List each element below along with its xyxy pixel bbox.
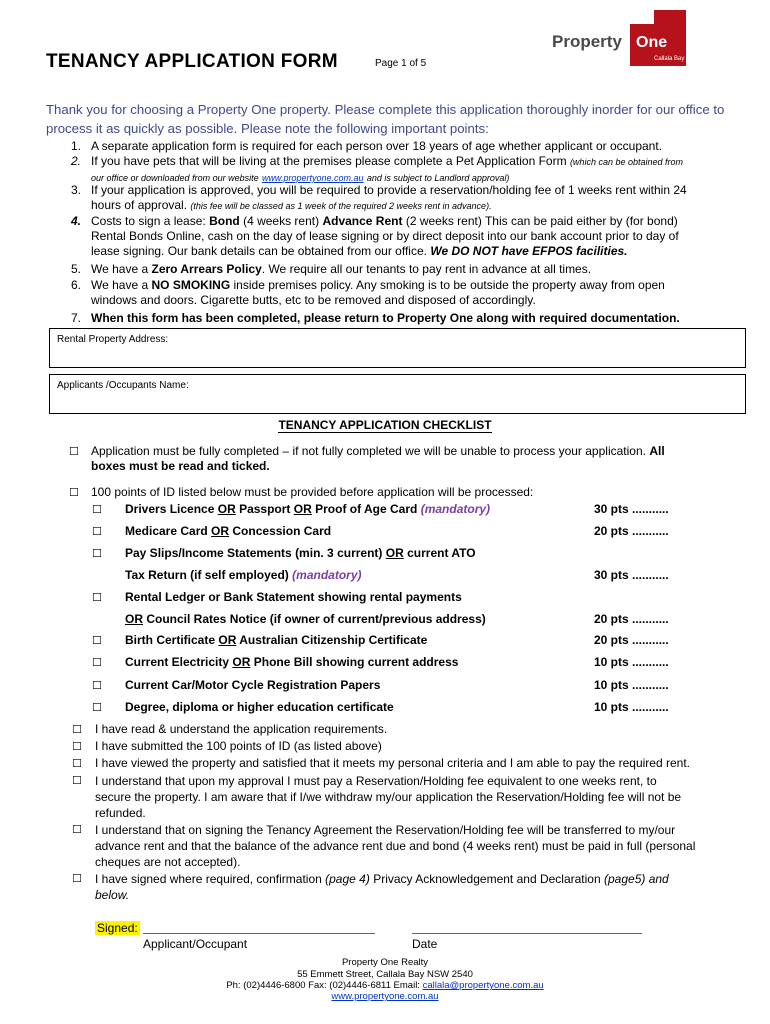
- footer-contact: Ph: (02)4446-6800 Fax: (02)4446-6811 Email: callala@propertyone.com.au: [226, 980, 544, 991]
- points-value: 10 pts ...........: [594, 655, 669, 669]
- checkbox[interactable]: ☐: [69, 487, 79, 499]
- page-number: Page 1 of 5: [375, 58, 427, 69]
- checkbox[interactable]: ☐: [69, 446, 79, 458]
- declaration-viewed: I have viewed the property and satisfied that it meets my personal criteria and I am able to pay the required rent.: [95, 756, 690, 770]
- declaration-advance-rent: I understand that on signing the Tenancy Agreement the Reservation/Holding fee will be transferred to my/our advance rent and that the balance of the advance rent due and bond (4 weeks rent) must be paid in full (personal cheques are not accepted).: [95, 823, 696, 869]
- website-link[interactable]: www.propertyone.com.au: [331, 991, 439, 1002]
- point-text: If you have pets that will be living at the premises please complete a Pet Application Form: [91, 154, 567, 168]
- applicant-label: Applicant/Occupant: [143, 937, 248, 951]
- footer-web: [0, 991, 770, 1002]
- id-row-rental-ledger: Rental Ledger or Bank Statement showing rental payments: [125, 590, 462, 604]
- point-text: We have a: [91, 278, 149, 292]
- checkbox[interactable]: ☐: [92, 526, 102, 538]
- checkbox[interactable]: ☐: [92, 504, 102, 516]
- point-note: (this fee will be classed as 1 week of the required 2 weeks rent in advance).: [190, 201, 492, 211]
- point-number: 7.: [70, 311, 81, 325]
- id-row-payslips: Pay Slips/Income Statements (min. 3 current) OR current ATO: [125, 546, 476, 560]
- id-row-birth-certificate: Birth Certificate OR Australian Citizenship Certificate: [125, 633, 428, 647]
- checklist-item-100-points: 100 points of ID listed below must be provided before application will be processed:: [91, 485, 534, 499]
- checkbox[interactable]: ☐: [72, 724, 82, 736]
- signed-label: Signed:: [97, 921, 138, 935]
- point-number: 4.: [70, 214, 81, 228]
- point-number: 5.: [70, 262, 81, 276]
- point-number: 2.: [70, 154, 81, 168]
- rental-address-field[interactable]: [49, 328, 746, 368]
- footer-address: 55 Emmett Street, Callala Bay NSW 2540: [297, 969, 473, 980]
- date-line[interactable]: [412, 933, 642, 934]
- efpos-notice: We DO NOT have EFPOS facilities.: [430, 244, 628, 258]
- point-number: 6.: [70, 278, 81, 292]
- point-text: windows and doors. Cigarette butts, etc to be removed and disposed of accordingly.: [91, 293, 536, 307]
- logo-badge-cut: [630, 10, 654, 24]
- id-row-tax-return: Tax Return (if self employed) (mandatory): [125, 568, 362, 582]
- checklist-title: TENANCY APPLICATION CHECKLIST: [278, 418, 492, 432]
- point-text: A separate application form is required for each person over 18 years of age whether applicant or occupant.: [91, 139, 663, 153]
- point-text: Costs to sign a lease:: [91, 214, 206, 228]
- point-text: (4 weeks rent): [243, 214, 320, 228]
- checkbox[interactable]: ☐: [72, 741, 82, 753]
- checkbox[interactable]: ☐: [92, 702, 102, 714]
- declaration-id-submitted: I have submitted the 100 points of ID (as listed above): [95, 739, 382, 753]
- point-number: 1.: [70, 139, 81, 153]
- points-value: 30 pts ...........: [594, 568, 669, 582]
- email-link[interactable]: callala@propertyone.com.au: [422, 980, 544, 991]
- rental-address-label: Rental Property Address:: [57, 334, 169, 345]
- logo-subtext: Callala Bay: [654, 56, 685, 62]
- advance-rent-label: Advance Rent: [322, 214, 403, 228]
- id-row-registration: Current Car/Motor Cycle Registration Papers: [125, 678, 381, 692]
- property-one-logo: [542, 10, 688, 68]
- points-value: 10 pts ...........: [594, 700, 669, 714]
- logo-wordmark: Property: [552, 32, 622, 51]
- points-value: 20 pts ...........: [594, 524, 669, 538]
- intro-text: Thank you for choosing a Property One property. Please complete this application thoroughly inorder for our office to process it as quickly as possible. Please note the following important points:: [46, 102, 725, 136]
- points-value: 10 pts ...........: [594, 678, 669, 692]
- id-row-medicare: Medicare Card OR Concession Card: [125, 524, 332, 538]
- point-note: and is subject to Landlord approval): [366, 173, 510, 183]
- point-text: If your application is approved, you will be required to provide a reservation/holding fee of 1 weeks rent within 24: [91, 183, 687, 197]
- footer-company: Property One Realty: [341, 957, 429, 968]
- date-label: Date: [412, 937, 438, 951]
- no-smoking-label: NO SMOKING: [151, 278, 231, 292]
- point-text: . We require all our tenants to pay rent in advance at all times.: [261, 262, 592, 276]
- id-row-licence: Drivers Licence OR Passport OR Proof of Age Card (mandatory): [125, 502, 491, 516]
- id-row-electricity: Current Electricity OR Phone Bill showing current address: [125, 655, 459, 669]
- checkbox[interactable]: ☐: [72, 775, 82, 787]
- applicants-name-field[interactable]: [49, 374, 746, 414]
- point-text: (2 weeks rent) This can be paid either by (for bond): [405, 214, 678, 228]
- point-note: (which can be obtained from: [569, 157, 683, 167]
- declaration-signed: I have signed where required, confirmation (page 4) Privacy Acknowledgement and Declaration (page5) and below.: [95, 872, 669, 902]
- point-text: We have a: [91, 262, 149, 276]
- point-text: lease signing. Our bank details can be obtained from our office.: [91, 244, 427, 258]
- point-note: our office or downloaded from our website: [91, 173, 259, 183]
- bond-label: Bond: [209, 214, 240, 228]
- point-text: hours of approval.: [91, 198, 188, 212]
- logo-badge-text: One: [636, 34, 668, 51]
- point-2: [51, 154, 751, 182]
- point-text: When this form has been completed, please return to Property One along with required documentation.: [91, 311, 680, 325]
- applicants-name-label: Applicants /Occupants Name:: [57, 380, 189, 391]
- points-value: 20 pts ...........: [594, 633, 669, 647]
- checkbox[interactable]: ☐: [72, 824, 82, 836]
- id-row-council-rates: OR Council Rates Notice (if owner of current/previous address): [125, 612, 486, 626]
- declaration-holding-fee: I understand that upon my approval I must pay a Reservation/Holding fee equivalent to one weeks rent, to secure the property. I am aware that if I/we withdraw my/our application the Reservation/Holding fee will not be refunded.: [95, 774, 682, 820]
- checkbox[interactable]: ☐: [72, 758, 82, 770]
- zero-arrears-label: Zero Arrears Policy: [151, 262, 262, 276]
- points-value: 30 pts ...........: [594, 502, 669, 516]
- page-title: TENANCY APPLICATION FORM: [46, 51, 338, 72]
- id-row-degree: Degree, diploma or higher education certificate: [125, 700, 394, 714]
- checkbox[interactable]: ☐: [92, 592, 102, 604]
- checkbox[interactable]: ☐: [72, 873, 82, 885]
- point-text: Rental Bonds Online, cash on the day of lease signing or by direct deposit into our bank account prior to day of: [91, 229, 679, 243]
- website-link[interactable]: www.propertyone.com.au: [261, 173, 364, 183]
- checkbox[interactable]: ☐: [92, 635, 102, 647]
- checkbox[interactable]: ☐: [92, 657, 102, 669]
- point-number: 3.: [70, 183, 81, 197]
- points-value: 20 pts ...........: [594, 612, 669, 626]
- signature-line[interactable]: [143, 933, 375, 934]
- checkbox[interactable]: ☐: [92, 680, 102, 692]
- checkbox[interactable]: ☐: [92, 548, 102, 560]
- declaration-read: I have read & understand the application requirements.: [95, 722, 388, 736]
- checklist-item-complete: Application must be fully completed – if not fully completed we will be unable to process your application. All boxes must be read and ticked.: [91, 444, 665, 473]
- point-text: inside premises policy. Any smoking is to be outside the property away from open: [233, 278, 665, 292]
